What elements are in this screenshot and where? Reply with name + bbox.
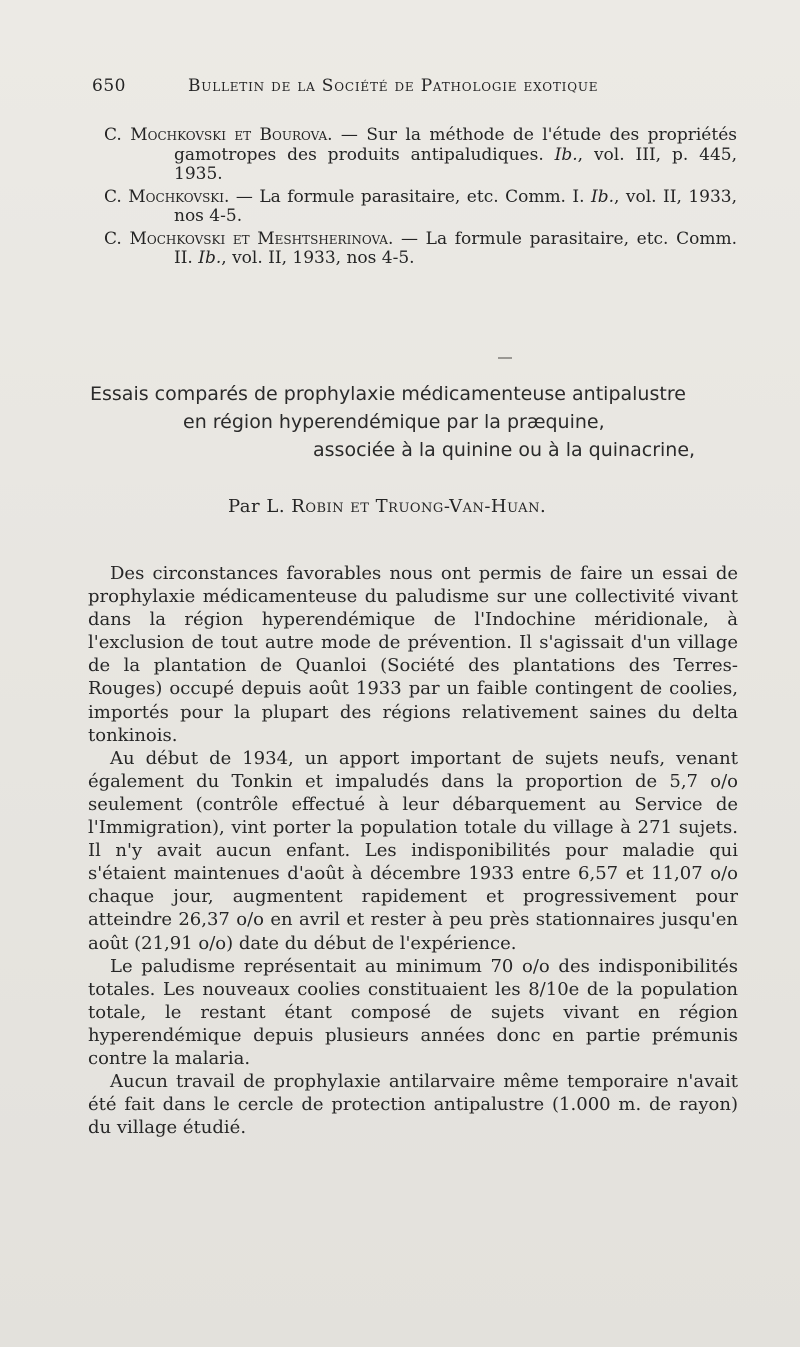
- article-body: [88, 562, 738, 1139]
- reference-tail: , vol. II, 1933, nos 4-5.: [174, 186, 737, 226]
- reference-ibid: Ib.: [198, 248, 222, 268]
- reference-ibid: Ib.: [554, 144, 578, 165]
- reference-authors: C. Mochkovski et Meshtsherinova.: [104, 228, 394, 249]
- body-paragraph: Au début de 1934, un apport important de sujets neufs, venant également du Tonkin et impaludés dans la proportion de 5,7 o/o seulement (contrôle effectué à leur débarquement au Service de l'Immigration), vint porter la population totale du village à 271 sujets. Il n'y avait aucun enfant. Les indisponibilités pour maladie qui s'étaient maintenues d'août à décembre 1933 entre 6,57 et 11,07 o/o chaque jour, augmentent rapidement et progressivement pour atteindre 26,37 o/o en avril et rester à peu près stationnaires jusqu'en août (21,91 o/o) date du début de l'expérience.: [88, 747, 738, 954]
- reference-text: — La formule parasitaire, etc. Comm. II.: [174, 228, 737, 268]
- reference-item: [104, 126, 737, 185]
- reference-item: [104, 188, 737, 227]
- byline-prefix: Par: [228, 496, 267, 517]
- body-paragraph: Des circonstances favorables nous ont permis de faire un essai de prophylaxie médicamenteuse du paludisme sur une collectivité vivant dans la région hyperendémique de l'Indochine méridionale, à l'exclusion de tout autre mode de prévention. Il s'agissait d'un village de la plantation de Quanloi (Société des plantations des Terres-Rouges) occupé depuis août 1933 par un faible contingent de coolies, importés pour la plupart des régions relativement saines du delta tonkinois.: [88, 563, 738, 746]
- reference-text: — Sur la méthode de l'étude des propriétés gamotropes des produits antipaludiques.: [174, 125, 737, 165]
- journal-title: Bulletin de la Société de Pathologie exotique: [188, 76, 599, 96]
- reference-text: — La formule parasitaire, etc. Comm. I.: [229, 186, 592, 207]
- reference-tail: , vol. II, 1933, nos 4-5.: [221, 248, 415, 268]
- reference-tail: , vol. III, p. 445, 1935.: [174, 144, 737, 184]
- body-paragraph: Aucun travail de prophylaxie antilarvaire même temporaire n'avait été fait dans le cercle de protection antipalustre (1.000 m. de rayon) du village étudié.: [88, 1071, 738, 1139]
- article-title-line: associée à la quinine ou à la quinacrine,: [313, 439, 696, 461]
- reference-authors: C. Mochkovski et Bourova.: [104, 125, 333, 145]
- reference-item: [104, 230, 737, 269]
- body-paragraph: Le paludisme représentait au minimum 70 o/o des indisponibilités totales. Les nouveaux coolies constituaient les 8/10e de la population totale, le restant étant composé de sujets vivant en région hyperendémique depuis plusieurs années donc en partie prémunis contre la malaria.: [88, 955, 738, 1069]
- article-title: [90, 380, 740, 464]
- page-number: 650: [92, 76, 126, 96]
- reference-authors: C. Mochkovski.: [104, 186, 230, 207]
- reference-list: [104, 126, 737, 272]
- article-title-line: Essais comparés de prophylaxie médicamenteuse antipalustre: [90, 383, 686, 405]
- article-title-line: en région hyperendémique par la præquine,: [183, 411, 605, 433]
- section-divider: [498, 357, 512, 359]
- byline: [228, 496, 546, 517]
- reference-ibid: Ib.: [591, 186, 615, 207]
- byline-authors: L. Robin et Truong-Van-Huan.: [266, 496, 547, 517]
